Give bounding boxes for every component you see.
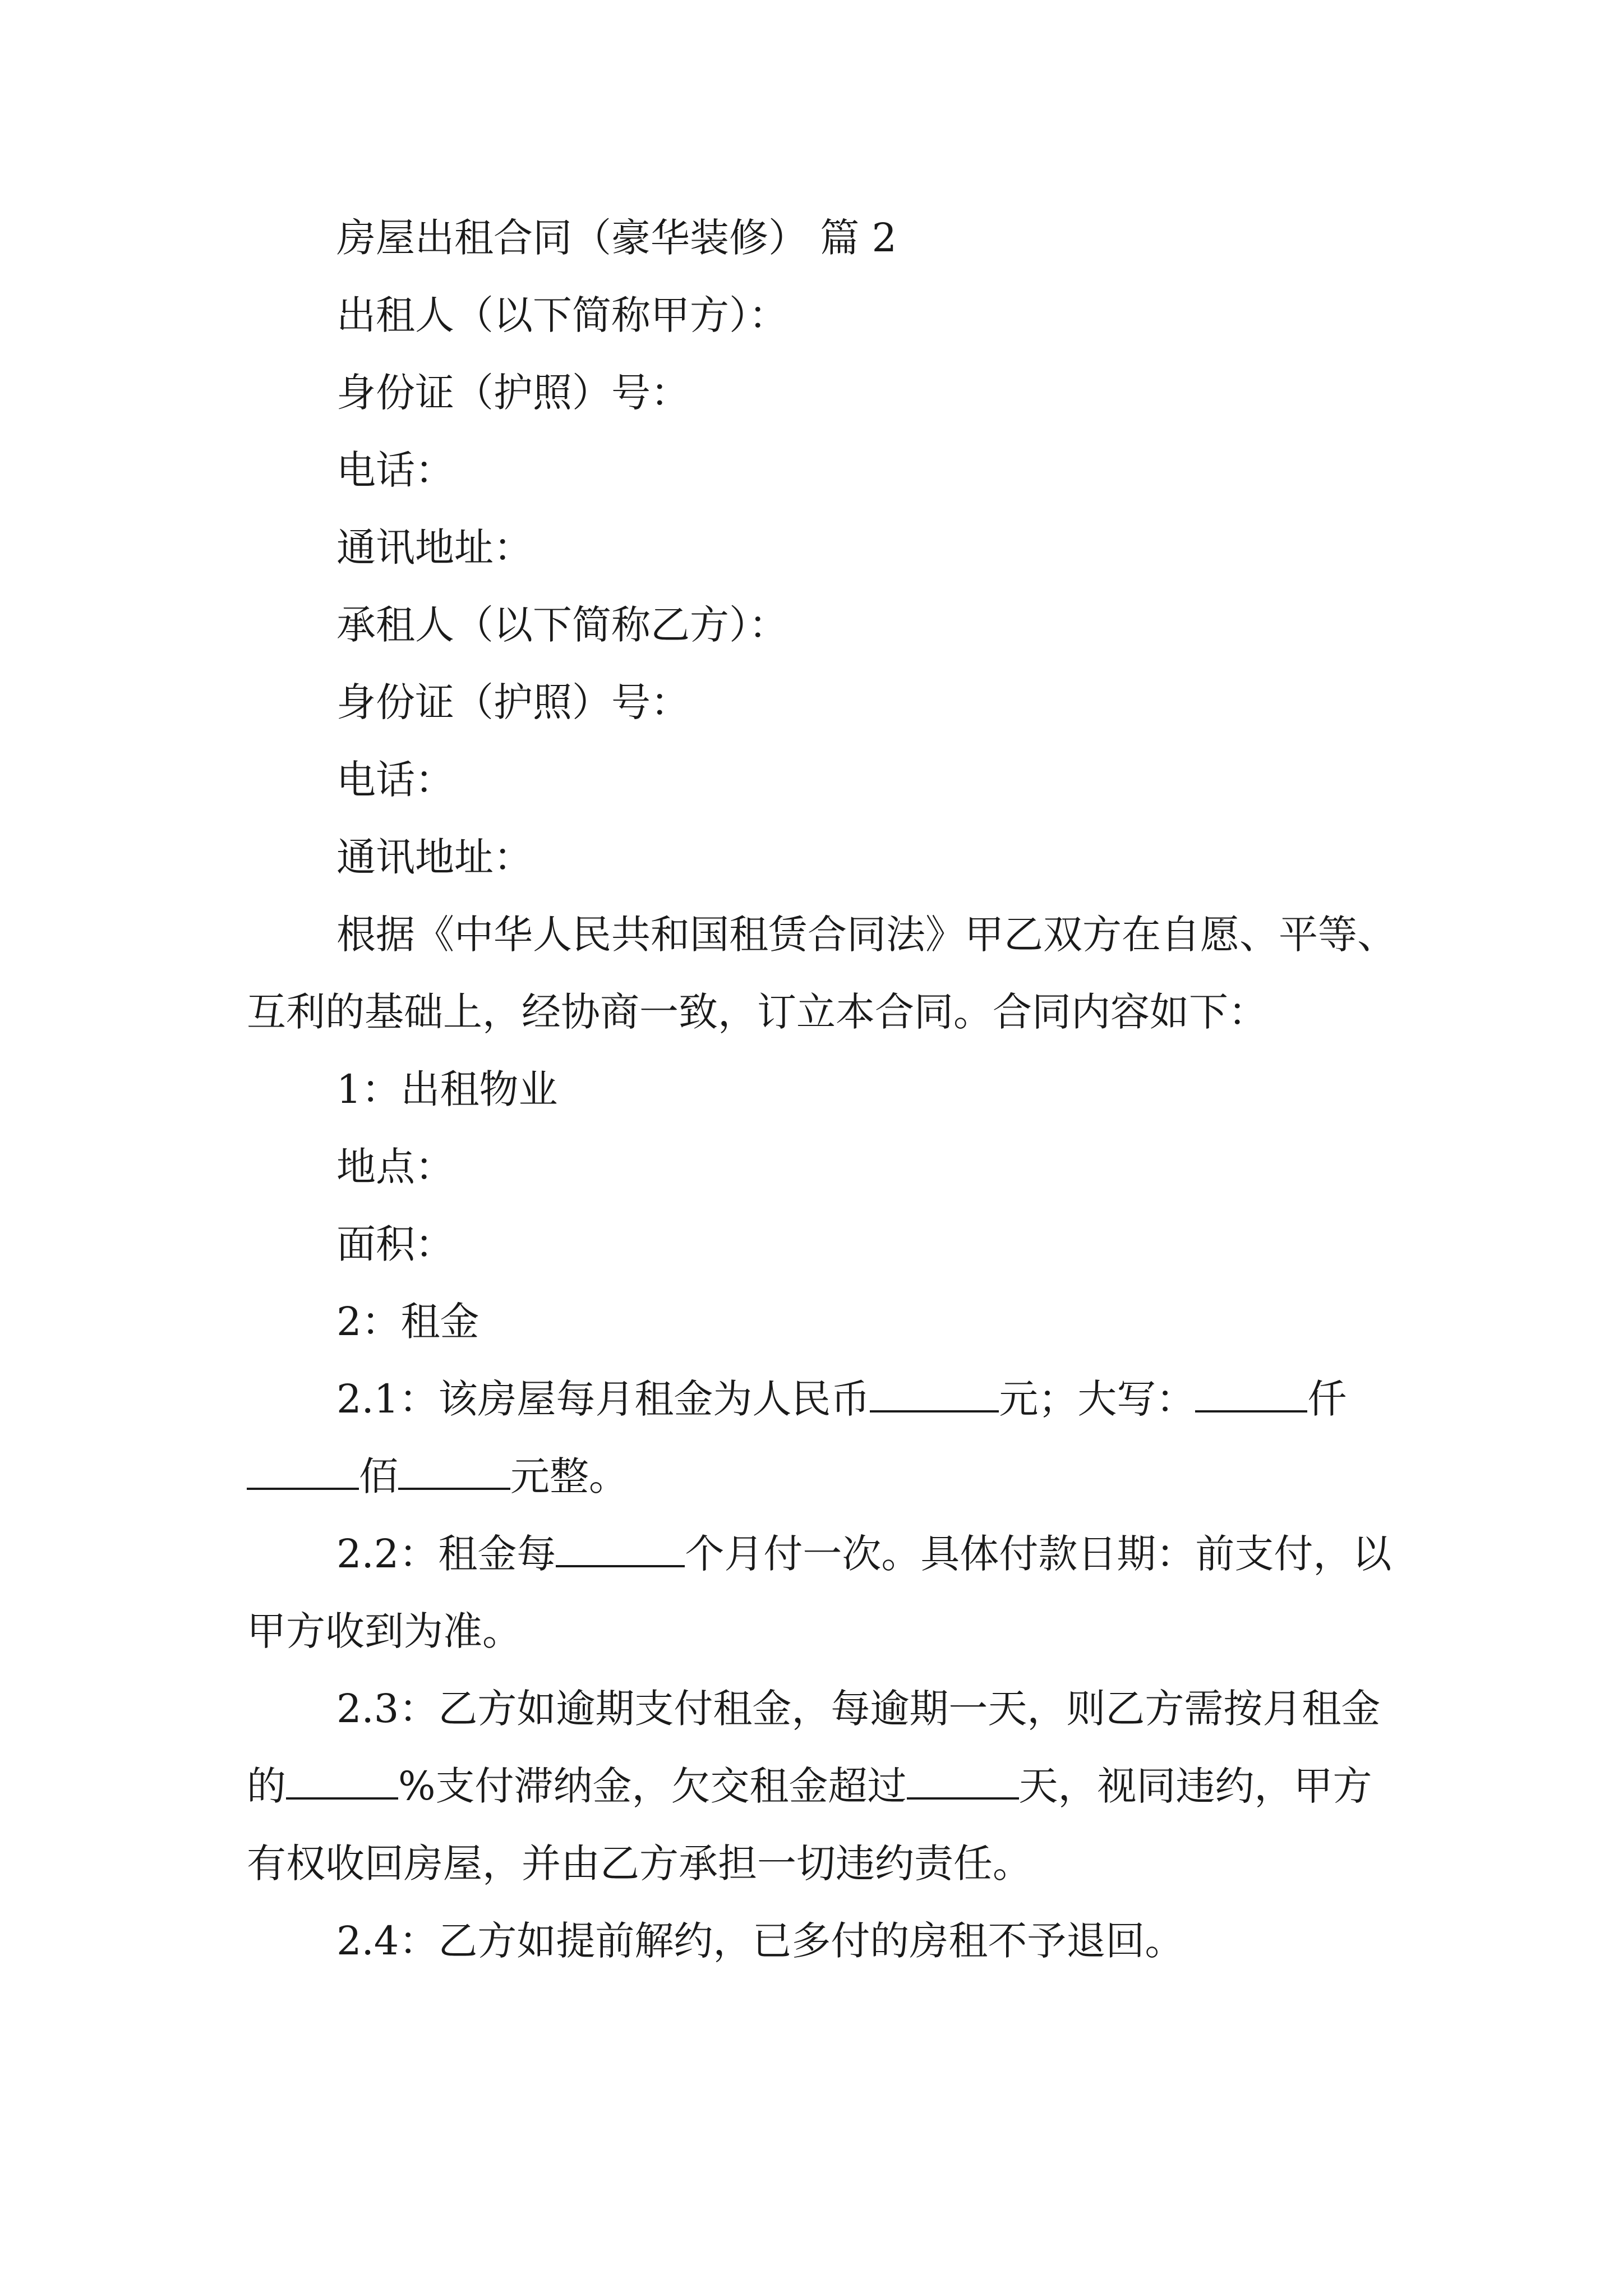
lessee-phone-label: 电话：	[336, 757, 454, 803]
payment-months-blank	[556, 1526, 685, 1567]
clause-2-2-text-1: 2.2：租金每	[336, 1531, 556, 1577]
clause-2-3-text-1: 2.3：乙方如逾期支付租金，每逾期一天，则乙方需按月租金的	[247, 1686, 1381, 1809]
document-title: 房屋出租合同（豪华装修） 篇 2	[336, 215, 897, 261]
clause-2-4: 2.4：乙方如提前解约，已多付的房租不予退回。	[336, 1918, 1184, 1964]
rent-amount-blank	[870, 1371, 999, 1412]
lessee-heading: 承租人（以下简称乙方）：	[336, 602, 788, 648]
rent-yuan-blank	[398, 1448, 510, 1490]
section1-heading: 1：出租物业	[336, 1066, 558, 1112]
clause-2-1-text-4: 佰	[359, 1453, 398, 1499]
lessor-heading: 出租人（以下简称甲方）：	[336, 292, 788, 338]
intro-paragraph: 根据《中华人民共和国租赁合同法》甲乙双方在自愿、平等、互利的基础上，经协商一致，订立本合同。合同内容如下：	[247, 912, 1396, 1035]
clause-2-3-text-3: 天，视同违约，甲方有权收回房屋，并由乙方承担一切违约责任。	[247, 1763, 1372, 1887]
lessee-id-label: 身份证（护照）号：	[336, 679, 690, 725]
location-label: 地点：	[336, 1144, 454, 1190]
section2-heading: 2：租金	[336, 1299, 479, 1345]
clause-2-1-text-5: 元整。	[510, 1453, 628, 1499]
clause-2-1	[247, 1360, 1402, 1515]
rent-hundreds-blank	[247, 1448, 359, 1490]
lessor-id-label: 身份证（护照）号：	[336, 370, 690, 416]
clause-2-1-text-3: 仟	[1307, 1376, 1347, 1422]
late-fee-percent-blank	[286, 1758, 398, 1800]
lessor-address-label: 通讯地址：	[336, 524, 533, 570]
rent-thousands-blank	[1195, 1371, 1307, 1412]
clause-2-3-text-2: %支付滞纳金，欠交租金超过	[398, 1763, 907, 1809]
clause-2-2-text-2: 个月付一次。具体付款日期：前支付，以甲方收到为准。	[247, 1531, 1392, 1654]
lessee-address-label: 通讯地址：	[336, 834, 533, 880]
clause-2-2	[247, 1515, 1402, 1670]
area-label: 面积：	[336, 1221, 454, 1267]
lessor-phone-label: 电话：	[336, 447, 454, 493]
document-body	[247, 199, 1402, 1980]
clause-2-3	[247, 1670, 1402, 1902]
overdue-days-blank	[907, 1758, 1019, 1800]
clause-2-1-text-2: 元；大写：	[999, 1376, 1196, 1422]
clause-2-1-text-1: 2.1：该房屋每月租金为人民币	[336, 1376, 870, 1422]
